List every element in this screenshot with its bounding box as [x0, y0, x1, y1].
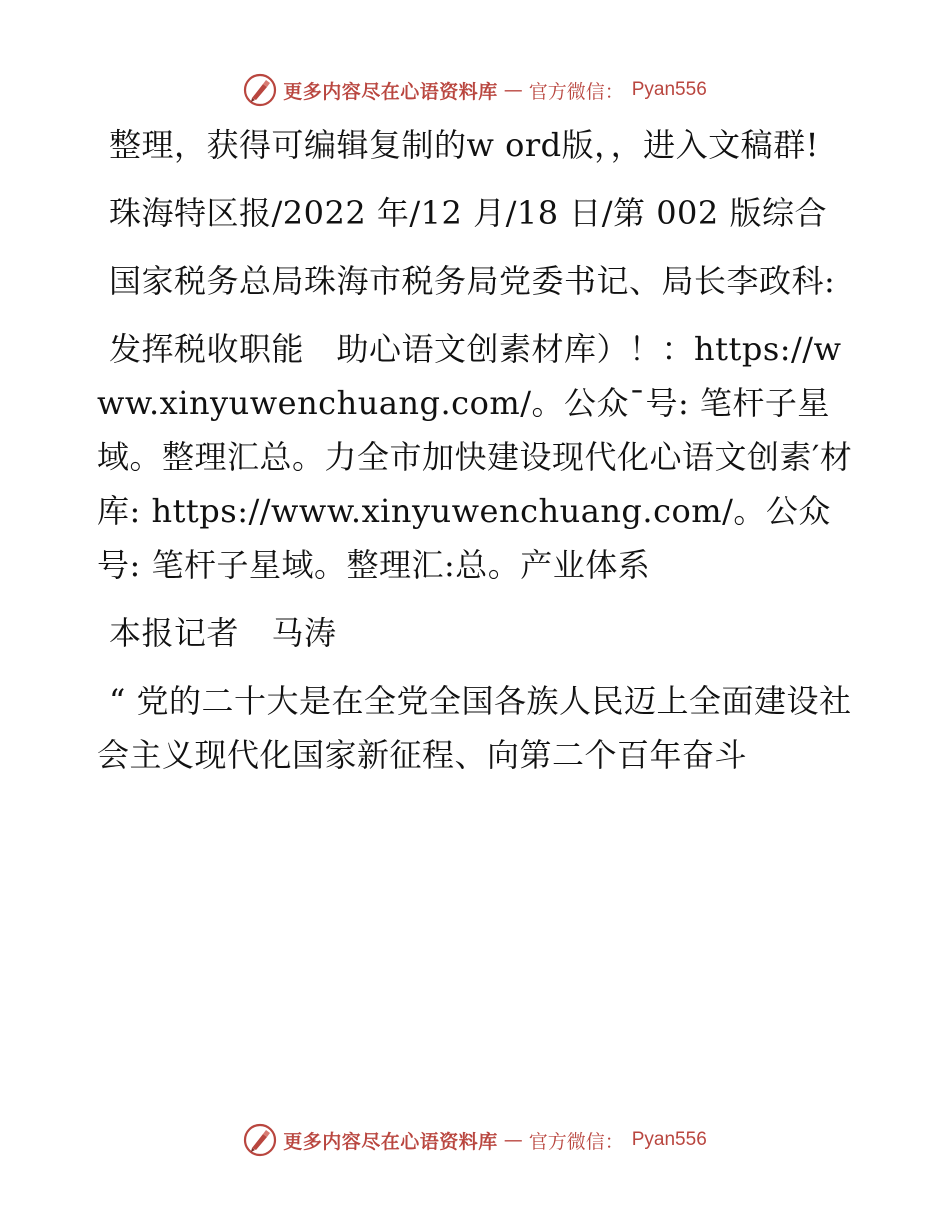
paragraph-interviewee: 国家税务总局珠海市税务局党委书记、局长李政科: [109, 262, 836, 300]
banner-wechat-label: 官方微信： [528, 80, 624, 103]
pen-logo-icon [243, 73, 277, 107]
footer-banner [0, 1120, 950, 1160]
banner-wechat-id: Pyan556 [631, 1129, 707, 1150]
banner-wechat-id: Pyan556 [631, 79, 707, 100]
paragraph-source: 珠海特区报/2022 年/12 月/18 日/第 002 版综合 [109, 194, 827, 232]
document-body [97, 118, 857, 796]
paragraph-body: “ 党的二十大是在全党全国各族人民迈上全面建设社会主义现代化国家新征程、向第二个百年奋斗 [97, 682, 852, 774]
banner-slogan: 更多内容尽在心语资料库 [283, 80, 498, 103]
banner-slogan: 更多内容尽在心语资料库 [283, 1130, 498, 1153]
paragraph-intro: 整理，获得可编辑复制的w ord版，，进入文稿群! [109, 126, 819, 164]
banner-separator: — [503, 79, 523, 101]
paragraph-headline: 发挥税收职能 助心语文创素材库）！：https://www.xinyuwenchuang.com/。公众¯号: 笔杆子星域。整理汇总。力全市加快建设现代化心语文创素′材库: https://www.xinyuwenchuang.com/。公众号: 笔杆子星域。整理汇:总。产业体系 [97, 330, 853, 584]
paragraph-byline: 本报记者 马涛 [109, 614, 337, 652]
banner-separator: — [503, 1129, 523, 1151]
pen-logo-icon [243, 1123, 277, 1157]
banner-wechat-label: 官方微信： [528, 1130, 624, 1153]
header-banner [0, 70, 950, 110]
